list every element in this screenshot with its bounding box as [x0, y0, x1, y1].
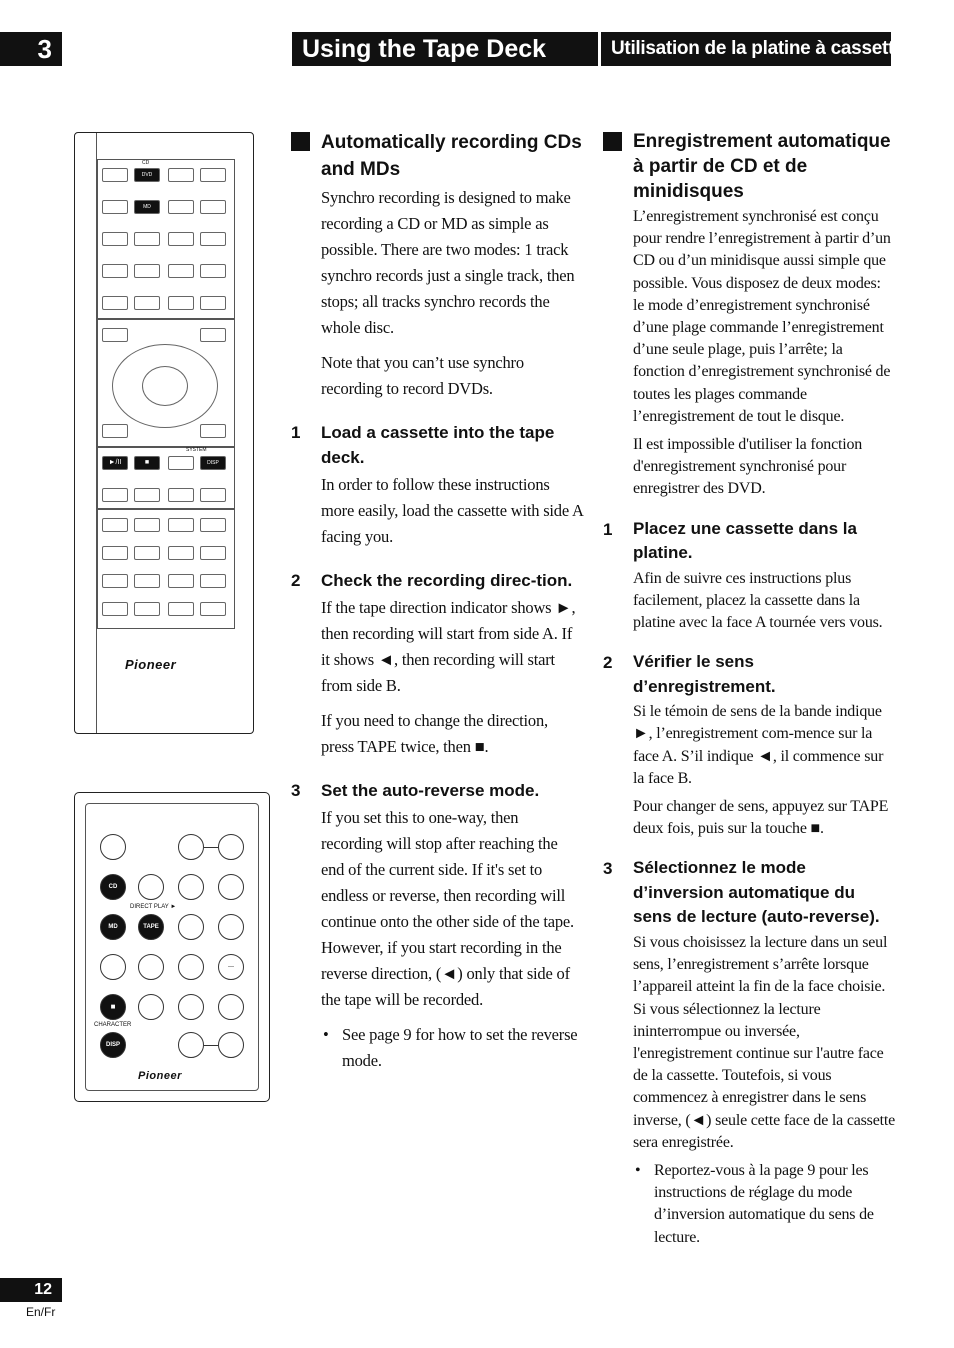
step-number: 1 [603, 519, 613, 539]
remote-button [102, 328, 128, 342]
step-number: 1 [291, 423, 301, 442]
remote-button [134, 546, 160, 560]
remote-button [168, 200, 194, 214]
remote-control-illustration [74, 132, 254, 734]
round-button [178, 994, 204, 1020]
round-button [178, 874, 204, 900]
character-label: CHARACTER [94, 1022, 132, 1028]
remote-button [102, 546, 128, 560]
remote-button [134, 602, 160, 616]
remote-button [102, 518, 128, 532]
md-button: MD [134, 200, 160, 214]
disp-button: DISP [100, 1032, 126, 1058]
button-link-line [204, 1045, 218, 1046]
page-title-english: Using the Tape Deck [292, 32, 598, 66]
step-paragraph: Si le témoin de sens de la bande indique ►, l’enregistrement com-mence sur la face A. S’il indique ◄, il commence sur la face B. [633, 703, 884, 787]
step-title: Set the auto-reverse mode. [321, 781, 540, 800]
heading-square-icon [291, 132, 310, 151]
remote-button [102, 488, 128, 502]
step-paragraph: If you need to change the direction, press TAPE twice, then ■. [321, 711, 548, 756]
remote-button [200, 232, 226, 246]
section-heading-english: Automatically recording CDs and MDs [321, 129, 583, 183]
remote-button [168, 168, 194, 182]
round-button [100, 954, 126, 980]
round-button [178, 834, 204, 860]
remote-button [200, 518, 226, 532]
tape-button: TAPE [138, 914, 164, 940]
remote-button [168, 456, 194, 470]
remote-nav-panel [97, 319, 235, 447]
remote-button [134, 518, 160, 532]
remote-button [102, 602, 128, 616]
md-button: MD [100, 914, 126, 940]
remote-button [168, 574, 194, 588]
step-title: Load a cassette into the tape deck. [321, 423, 555, 467]
remote-button [134, 296, 160, 310]
pioneer-logo: Pioneer [138, 1070, 182, 1082]
remote-button [102, 200, 128, 214]
direct-play-label: DIRECT PLAY ► [130, 904, 177, 910]
language-code: En/Fr [26, 1305, 56, 1319]
step-title: Sélectionnez le mode d’inversion automatique du sens de lecture (auto-reverse). [633, 858, 880, 927]
enter-button [142, 366, 188, 406]
step-paragraph: Afin de suivre ces instructions plus facilement, placez la cassette dans la platine avec la face A tournée vers vous. [633, 569, 883, 632]
remote-button [102, 264, 128, 278]
section-heading-french: Enregistrement automatique à partir de CD et de minidisques [633, 129, 895, 204]
round-button [178, 954, 204, 980]
step-title: Check the recording direc-tion. [321, 571, 573, 590]
remote-button [200, 296, 226, 310]
round-button [138, 874, 164, 900]
remote-button [168, 488, 194, 502]
page-title-french: Utilisation de la platine à cassettes [601, 32, 891, 66]
remote-button [134, 264, 160, 278]
step-number: 2 [291, 571, 301, 590]
remote-button [200, 602, 226, 616]
remote-button [134, 232, 160, 246]
remote-button [200, 168, 226, 182]
step-paragraph: Pour changer de sens, appuyez sur TAPE deux fois, puis sur la touche ■. [633, 798, 889, 838]
disp-button: DISP [200, 456, 226, 470]
step-1 [291, 420, 583, 550]
round-button [218, 914, 244, 940]
button-link-line [204, 847, 218, 848]
pioneer-logo: Pioneer [125, 657, 177, 672]
remote-button [102, 424, 128, 438]
remote-button [200, 424, 226, 438]
remote-button [134, 488, 160, 502]
chapter-number: 3 [0, 32, 62, 66]
remote-button [102, 574, 128, 588]
round-button [218, 874, 244, 900]
system-label: SYSTEM [186, 447, 207, 453]
remote-button [168, 546, 194, 560]
step-3 [291, 778, 583, 1074]
intro-paragraph: L’enregistrement synchronisé est conçu pour rendre l’enregistrement à partir d’un CD ou d’un minidisque aussi simple que possible. Vous disposez de deux modes: le mode d’enregistrement synchronisé d’une plage commande l’enregistrement d’une seule plage, puis l’arrête; la fonction d’enregistrement synchronisé de toutes les plages commande l’enregistrement de tout le disque. [633, 208, 891, 425]
round-button [138, 994, 164, 1020]
remote-transport-panel [97, 447, 235, 509]
remote-button [168, 232, 194, 246]
note-bullet: • See page 9 for how to set the reverse mode. [321, 1022, 583, 1074]
remote-number-panel [97, 509, 235, 629]
heading-square-icon [603, 132, 622, 151]
step-2 [291, 568, 583, 760]
intro-paragraph: Note that you can’t use synchro recording to record DVDs. [321, 353, 524, 398]
round-button [218, 994, 244, 1020]
stop-button: ■ [100, 994, 126, 1020]
remote-top-panel [97, 159, 235, 319]
remote-button [200, 546, 226, 560]
step-paragraph: In order to follow these instructions more easily, load the cassette with side A facing you. [321, 475, 583, 546]
cd-label: CD [142, 160, 150, 166]
step-paragraph: If you set this to one-way, then recording will stop after reaching the end of the current side. If it's set to endless or reverse, then recording will continue onto the other side of the tape. However, if you start recording in the reverse direction, (◄) only that side of the tape will be recorded. [321, 808, 574, 1009]
remote-button [200, 328, 226, 342]
intro-paragraph: Synchro recording is designed to make recording a CD or MD as simple as possible. There are two modes: 1 track synchro records just a single track, then stops; all tracks synchro records the whole disc. [321, 188, 575, 337]
step-number: 3 [603, 859, 613, 879]
remote-side-strip [75, 133, 97, 733]
remote-button [200, 574, 226, 588]
step-number: 3 [291, 781, 301, 800]
step-1 [603, 517, 895, 635]
remote-button [134, 574, 160, 588]
remote-button [168, 518, 194, 532]
play-pause-button: ►/II [102, 456, 128, 470]
round-button [138, 954, 164, 980]
step-number: 2 [603, 653, 613, 673]
page-number: 12 [0, 1278, 62, 1302]
round-button [218, 834, 244, 860]
step-paragraph: If the tape direction indicator shows ►, then recording will start from side A. If it shows ◄, then recording will start from side B. [321, 598, 576, 695]
remote-button [168, 264, 194, 278]
round-button [178, 1032, 204, 1058]
round-button [100, 834, 126, 860]
compact-remote-illustration [74, 792, 270, 1102]
remote-button [168, 602, 194, 616]
remote-button [200, 488, 226, 502]
step-3 [603, 856, 895, 1248]
stop-button: ■ [134, 456, 160, 470]
cd-button: CD [100, 874, 126, 900]
dash-button: --- [218, 954, 244, 980]
remote-button [102, 232, 128, 246]
english-column [291, 129, 583, 1074]
remote-button [200, 264, 226, 278]
french-column [603, 129, 895, 1249]
compact-remote-face [85, 803, 259, 1091]
remote-button [168, 296, 194, 310]
round-button [178, 914, 204, 940]
step-paragraph: Si vous choisissez la lecture dans un seul sens, l’enregistrement s’arrête lorsque l’appareil atteint la fin de la face choisie. Si vous sélectionnez la lecture ininterrompue ou inversée, l'enregistrement continue sur l'autre face de la cassette. Toutefois, si vous commencez à enregistrer dans le sens inverse, (◄) seule cette face de la cassette sera enregistrée. [633, 933, 895, 1151]
note-bullet: • Reportez-vous à la page 9 pour les instructions de réglage du mode d’inversion automatique du sens de lecture. [633, 1160, 895, 1249]
step-title: Vérifier le sens d’enregistrement. [633, 652, 776, 696]
dvd-button: DVD [134, 168, 160, 182]
step-title: Placez une cassette dans la platine. [633, 518, 857, 563]
intro-paragraph: Il est impossible d'utiliser la fonction d'enregistrement synchronisé pour enregistrer des DVD. [633, 436, 863, 498]
remote-button [102, 296, 128, 310]
step-2 [603, 650, 895, 840]
remote-button [200, 200, 226, 214]
round-button [218, 1032, 244, 1058]
remote-button [102, 168, 128, 182]
